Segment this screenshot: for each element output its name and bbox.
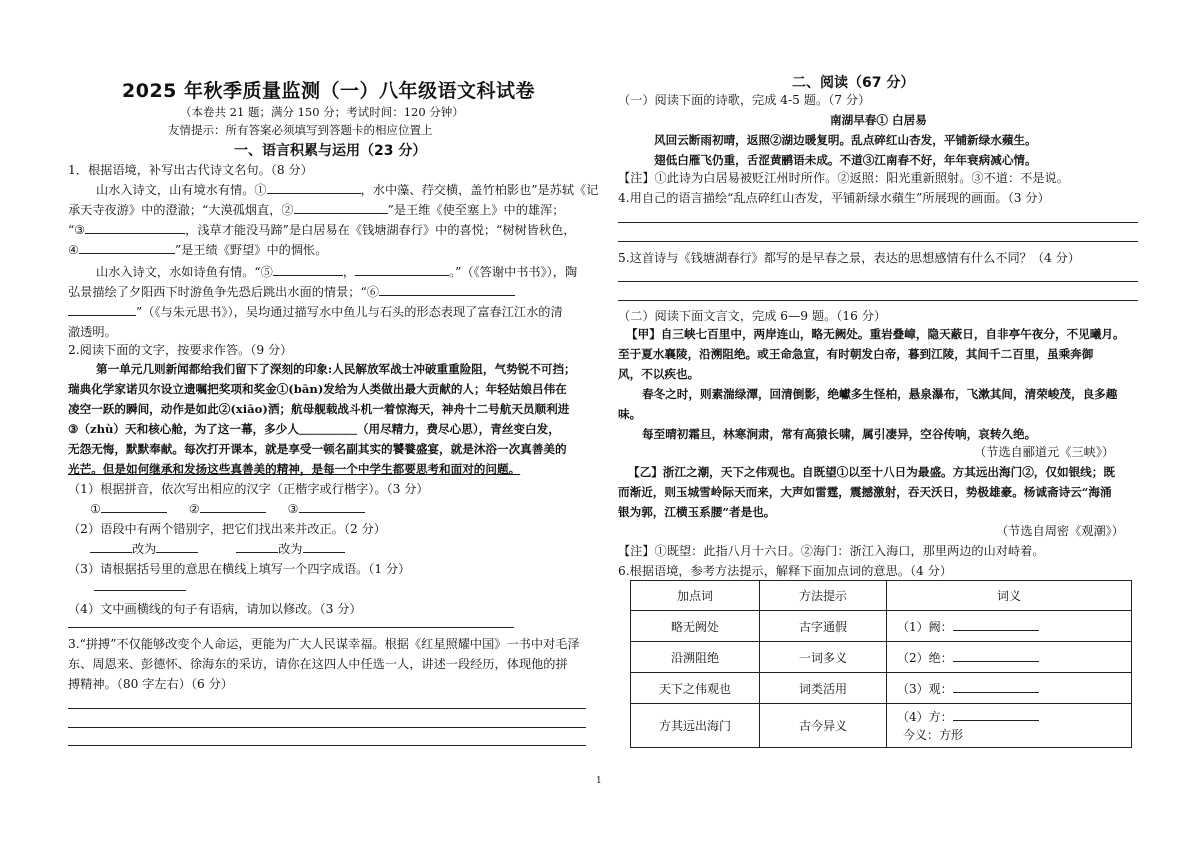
- answer-line[interactable]: [68, 708, 586, 709]
- blank-label: ③: [287, 502, 299, 516]
- table-cell-meaning: [887, 642, 1132, 673]
- answer-line[interactable]: [618, 281, 1138, 282]
- blank-label: ①: [90, 502, 101, 516]
- q1-text: 山水入诗文，水如诗鱼有情。“⑤: [96, 265, 273, 279]
- q1-line: 澈透明。: [68, 325, 117, 339]
- table-header: 加点词: [631, 581, 760, 611]
- answer-blank-meaning-4[interactable]: [953, 708, 1039, 721]
- answer-line[interactable]: [618, 222, 1138, 223]
- answer-blank-wrong-1[interactable]: [90, 540, 132, 553]
- passage-jia-line: 【甲】自三峡七百里中，两岸连山，略无阙处。重岩叠嶂，隐天蔽日，自非亭午夜分，不见曦月。: [626, 327, 1125, 341]
- q5-stem: 5.这首诗与《钱塘湖春行》都写的是早春之景，表达的思想感情有什么不同？（4 分）: [618, 251, 1081, 265]
- table-cell-method: 古今异义: [760, 704, 887, 748]
- table-cell-method: 古字通假: [760, 611, 887, 642]
- table-row: [631, 673, 1132, 704]
- table-cell-meaning: [887, 611, 1132, 642]
- blank-label: 改为: [132, 542, 157, 556]
- answer-blank-fix-2[interactable]: [303, 540, 345, 553]
- q3-line: 东、周恩来、彭德怀、徐海东的采访，请你在这四人中任选一人，讲述一段经历，体现他的拼: [68, 657, 568, 671]
- poem-title: 南湖早春① 白居易: [830, 113, 927, 127]
- answer-line[interactable]: [68, 627, 514, 628]
- q2-sub1: （1）根据拼音，依次写出相应的汉字（正楷字或行楷字）。（3 分）: [68, 482, 429, 496]
- meaning-label: （2）绝：: [897, 650, 953, 665]
- passage-yi-line: 【乙】浙江之潮，天下之伟观也。自既望①以至十八日为最盛。方其远出海门②，仅如银线；既: [628, 465, 1115, 479]
- q1-text: ，浅草才能没马蹄”是白居易在《钱塘湖春行》中的喜悦；“树树皆秋色，: [185, 223, 576, 237]
- table-cell-word: 略无阙处: [631, 611, 760, 642]
- answer-line[interactable]: [618, 300, 1138, 301]
- q1-line: [96, 262, 577, 282]
- table-cell-word: 方其远出海门: [631, 704, 760, 748]
- vocab-table: [630, 580, 1132, 748]
- table-row: [631, 642, 1132, 673]
- answer-blank-5b[interactable]: [355, 263, 449, 276]
- page-number: 1: [596, 776, 602, 786]
- table-cell-method: 词类活用: [760, 673, 887, 704]
- table-row: [631, 611, 1132, 642]
- passage-jia-line: 每至晴初霜旦，林寒涧肃，常有高猿长啸，属引凄异，空谷传响，哀转久绝。: [642, 427, 1037, 441]
- answer-blank-fix-1[interactable]: [156, 540, 198, 553]
- q1-text: ”是王维《使至塞上》中的雄浑；: [387, 203, 565, 217]
- passage-jia-line: 春冬之时，则素湍绿潭，回清倒影，绝巘多生怪柏，悬泉瀑布，飞漱其间，清荣峻茂，良多趣: [642, 387, 1118, 401]
- part1-heading: （一）阅读下面的诗歌，完成 4-5 题。（7 分）: [618, 93, 871, 107]
- answer-line[interactable]: [618, 241, 1138, 242]
- exam-info: （本卷共 21 题；满分 150 分；考试时间：120 分钟）: [180, 105, 464, 119]
- q1-text: 。”（《答谢中书书》），陶: [449, 265, 578, 279]
- q1-text: ④: [68, 243, 79, 257]
- q2-sub2-blanks: [90, 539, 345, 559]
- q2-passage-line: 第一单元几则新闻都给我们留下了深刻的印象:人民解放军战士冲破重重险阻，气势锐不可挡；: [96, 362, 576, 376]
- q1-line: [68, 282, 515, 302]
- q1-text: 弘景描绘了夕阳西下时游鱼争先恐后跳出水面的情景；“⑥: [68, 285, 379, 299]
- q2-sub3: （3）请根据括号里的意思在横线上填写一个四字成语。（1 分）: [68, 562, 411, 576]
- answer-blank-char-1[interactable]: [101, 500, 167, 513]
- q1-line: [68, 302, 563, 322]
- answer-line[interactable]: [68, 727, 586, 728]
- passage-jia-line: 味。: [618, 407, 642, 421]
- q1-text: ”（《与朱元思书》），吴均通过描写水中鱼儿与石头的形态表现了富春江江水的清: [136, 305, 563, 319]
- q6-stem: 6.根据语境，参考方法提示，解释下面加点词的意思。（4 分）: [618, 564, 953, 578]
- poem-line: 翅低白雁飞仍重，舌涩黄鹂语未成。不道③江南春不好，年年衰病减心情。: [654, 153, 1037, 167]
- passage-yi-line: 银为郭，江横玉系腰”者是也。: [618, 505, 776, 519]
- table-header: 方法提示: [760, 581, 887, 611]
- table-cell-word: 天下之伟观也: [631, 673, 760, 704]
- answer-blank-char-2[interactable]: [200, 500, 266, 513]
- q1-text: “③: [68, 223, 86, 237]
- meaning-label: （4）方：: [897, 709, 953, 724]
- q1-text: ”是王绩《野望》中的惆怅。: [174, 243, 328, 257]
- table-header: 词义: [887, 581, 1132, 611]
- q1-line: [68, 220, 575, 240]
- meaning-label: （3）观：: [897, 681, 953, 696]
- answer-blank-wrong-2[interactable]: [236, 540, 278, 553]
- blank-label: ②: [188, 502, 200, 516]
- passage-yi-source: （节选自周密《观潮》）: [996, 524, 1124, 538]
- answer-blank-char-3[interactable]: [299, 500, 365, 513]
- q3-line: 3.“拼搏”不仅能够改变个人命运，更能为广大人民谋幸福。根据《红星照耀中国》一书中对毛泽: [68, 637, 580, 651]
- meaning-label: （1）阙：: [897, 619, 953, 634]
- q2-passage-line: 无怨无悔，默默奉献。每次打开课本，就是享受一顿名副其实的饕餮盛宴，就是沐浴一次真善美的: [68, 442, 567, 456]
- q2-sub1-blanks: [90, 499, 365, 519]
- answer-blank-1[interactable]: [267, 181, 361, 194]
- q1-line: [68, 200, 564, 220]
- answer-blank-meaning-3[interactable]: [953, 680, 1039, 693]
- answer-line[interactable]: [94, 590, 186, 591]
- table-row: [631, 704, 1132, 748]
- q1-line: [68, 240, 327, 260]
- q2-passage-line: ③（zhù）天和核心舱，为了这一幕，多少人＿＿＿＿＿（用尽精力，费尽心思），青丝变白发，: [68, 422, 560, 436]
- friendly-tip: 友情提示：所有答案必须填写到答题卡的相应位置上: [168, 123, 433, 137]
- q2-passage-line: 瑞典化学家诺贝尔设立遗嘱把奖项和奖金①(bān)发给为人类做出最大贡献的人；年轻姑娘吕伟在: [68, 382, 567, 396]
- answer-line[interactable]: [68, 745, 586, 746]
- q1-text: ，: [342, 265, 356, 279]
- answer-blank-3[interactable]: [85, 221, 185, 234]
- passage-jia-source: （节选自郦道元《三峡》）: [974, 445, 1115, 459]
- answer-blank-6b[interactable]: [68, 303, 136, 316]
- table-header-row: [631, 581, 1132, 611]
- part2-heading: （二）阅读下面文言文，完成 6—9 题。（16 分）: [618, 309, 887, 323]
- answer-blank-2[interactable]: [294, 201, 388, 214]
- answer-blank-6a[interactable]: [379, 283, 515, 296]
- q2-sub4: （4）文中画横线的句子有语病，请加以修改。（3 分）: [68, 602, 362, 616]
- passage-jia-line: 至于夏水襄陵，沿溯阻绝。或王命急宣，有时朝发白帝，暮到江陵，其间千二百里，虽乘奔御: [618, 347, 1094, 361]
- q1-stem: 1．根据语境，补写出古代诗文名句。（8 分）: [68, 163, 313, 177]
- q3-line: 搏精神。（80 字左右）（6 分）: [68, 677, 234, 691]
- q2-passage-line: 凌空一跃的瞬间，动作是如此②(xiāo)洒；航母舰载战斗机一着惊海天，神舟十二号航天员顺利进: [68, 402, 570, 416]
- q1-text: ，水中藻、荇交横，盖竹柏影也”是苏轼《记: [360, 183, 599, 197]
- table-cell-meaning: [887, 673, 1132, 704]
- q1-text: 山水入诗文，山有境水有情。①: [96, 183, 267, 197]
- q2-stem: 2.阅读下面的文字，按要求作答。（9 分）: [68, 343, 293, 357]
- q1-text: 承天寺夜游》中的澄澈；“大漠孤烟直，②: [68, 203, 294, 217]
- answer-blank-meaning-2[interactable]: [953, 649, 1039, 662]
- blank-label: 改为: [278, 542, 303, 556]
- table-cell-meaning: [887, 704, 1132, 748]
- passage-yi-note: 【注】①既望：此指八月十六日。②海门：浙江入海口，那里两边的山对峙着。: [618, 544, 1045, 558]
- answer-blank-4[interactable]: [79, 241, 175, 254]
- table-cell-word: 沿溯阻绝: [631, 642, 760, 673]
- section-2-heading: 二、阅读（67 分）: [792, 75, 915, 91]
- passage-jia-line: 风，不以疾也。: [618, 367, 700, 381]
- exam-title: 2025 年秋季质量监测（一）八年级语文科试卷: [122, 80, 535, 102]
- answer-blank-5a[interactable]: [273, 263, 343, 276]
- table-cell-method: 一词多义: [760, 642, 887, 673]
- modern-meaning: 今义：方形: [903, 727, 964, 742]
- q2-sub2: （2）语段中有两个错别字，把它们找出来并改正。（2 分）: [68, 522, 386, 536]
- answer-blank-meaning-1[interactable]: [953, 618, 1039, 631]
- q2-passage-underlined: 光芒。但是如何继承和发扬这些真善美的精神，是每一个中学生都要思考和面对的问题。: [68, 462, 521, 476]
- passage-yi-line: 而渐近，则玉城雪岭际天而来，大声如雷霆，震撼激射，吞天沃日，势极雄豪。杨诚斋诗云“海涌: [618, 485, 1112, 499]
- section-1-heading: 一、语言积累与运用（23 分）: [234, 143, 427, 159]
- q1-line: [96, 180, 598, 200]
- poem-note: 【注】①此诗为白居易被贬江州时所作。②返照：阳光重新照射。③不道：不是说。: [618, 171, 1069, 185]
- q4-stem: 4.用自己的语言描绘“乱点碎红山杏发，平铺新绿水蘋生”所展现的画面。（3 分）: [618, 191, 1050, 205]
- poem-line: 风回云断雨初晴，返照②湖边暖复明。乱点碎红山杏发，平铺新绿水蘋生。: [654, 133, 1037, 147]
